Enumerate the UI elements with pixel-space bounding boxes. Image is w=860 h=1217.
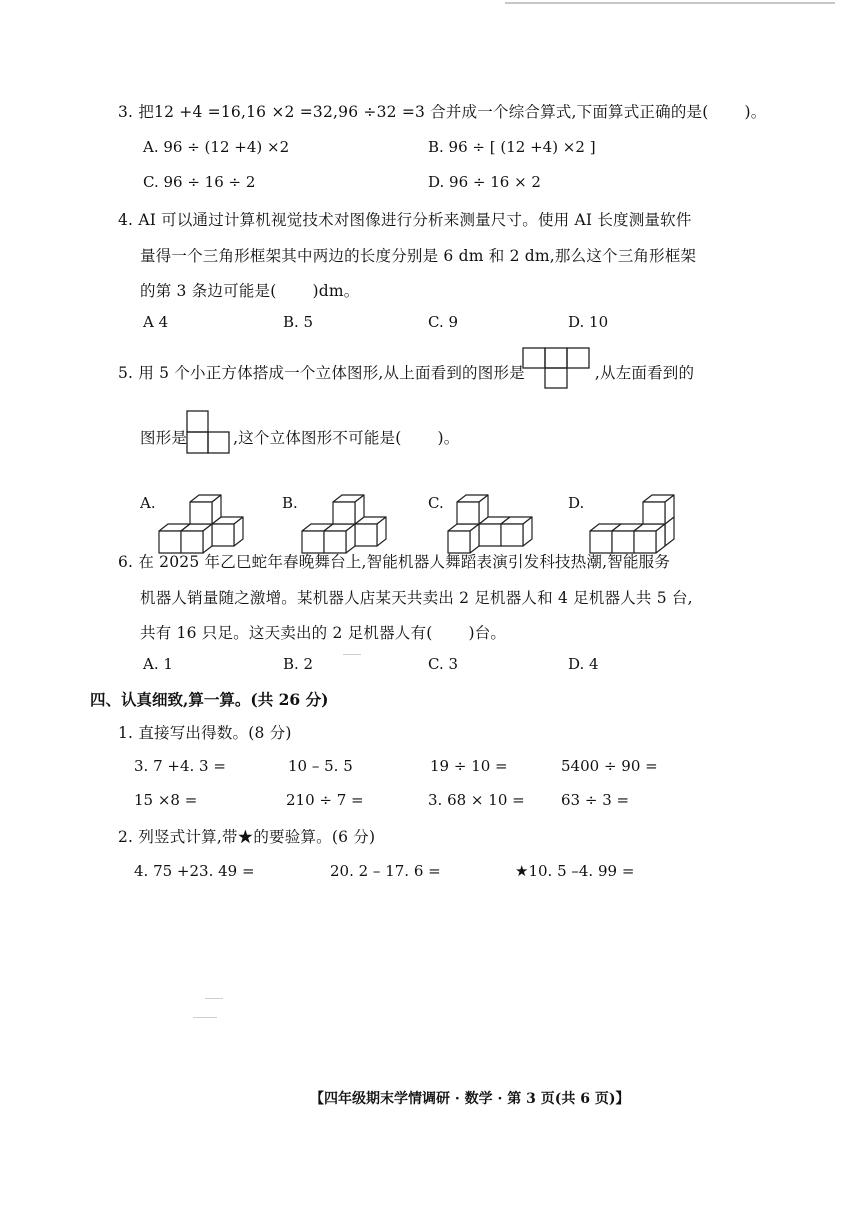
q4-line-3-text: 的第 3 条边可能是( bbox=[140, 282, 277, 300]
q4-option-c: C. 9 bbox=[428, 313, 459, 331]
vertical-calc-2: 20. 2 – 17. 6 = bbox=[330, 862, 441, 880]
q6-line-3-end: )台。 bbox=[468, 624, 507, 642]
q5-option-c-label: C. bbox=[428, 494, 444, 512]
vertical-calc-3: ★10. 5 –4. 99 = bbox=[515, 862, 635, 880]
q4-option-b: B. 5 bbox=[283, 313, 314, 331]
unit-cube bbox=[643, 495, 674, 524]
calc-item-2: 10 – 5. 5 bbox=[288, 757, 353, 775]
q4-option-d: D. 10 bbox=[568, 313, 609, 331]
q3-stem-text: 3. 把12 +4 =16,16 ×2 =32,96 ÷32 =3 合并成一个综合算式,下面算式正确的是( bbox=[118, 103, 709, 121]
option-a-figure bbox=[155, 466, 239, 534]
q4-line-3 bbox=[140, 279, 359, 301]
q6-option-b: B. 2 bbox=[283, 655, 314, 673]
q4-line-1: 4. AI 可以通过计算机视觉技术对图像进行分析来测量尺寸。使用 AI 长度测量软件 bbox=[118, 211, 692, 229]
q4-line-2: 量得一个三角形框架其中两边的长度分别是 6 dm 和 2 dm,那么这个三角形框架 bbox=[140, 247, 697, 265]
unit-cube bbox=[333, 495, 364, 524]
q5-line-1-text: 5. 用 5 个小正方体搭成一个立体图形,从上面看到的图形是 bbox=[118, 364, 525, 382]
calc-item-1: 3. 7 +4. 3 = bbox=[134, 757, 226, 775]
scan-smudge-3 bbox=[193, 1017, 217, 1018]
calc-item-6: 210 ÷ 7 = bbox=[286, 791, 364, 809]
q3-stem bbox=[118, 100, 766, 122]
unit-cube bbox=[212, 517, 243, 546]
page-footer: 【四年级期末学情调研 · 数学 · 第 3 页(共 6 页)】 bbox=[310, 1091, 630, 1107]
unit-cube bbox=[501, 517, 532, 546]
section-4-title: 四、认真细致,算一算。(共 26 分) bbox=[90, 690, 329, 709]
calc-item-4: 5400 ÷ 90 = bbox=[561, 757, 658, 775]
unit-cube bbox=[324, 524, 355, 553]
option-d-figure bbox=[586, 466, 670, 534]
top-view-figure bbox=[522, 347, 592, 391]
scan-edge-line bbox=[505, 2, 835, 4]
unit-cube bbox=[457, 495, 488, 524]
q6-option-d: D. 4 bbox=[568, 655, 599, 673]
scan-smudge-2 bbox=[205, 998, 223, 999]
option-c-figure bbox=[444, 466, 528, 534]
q4-option-a: A 4 bbox=[143, 313, 169, 331]
q6-option-a: A. 1 bbox=[143, 655, 173, 673]
q5-line-2-text: 图形是 bbox=[140, 429, 188, 447]
vertical-calc-1: 4. 75 +23. 49 = bbox=[134, 862, 255, 880]
calc-item-7: 3. 68 × 10 = bbox=[428, 791, 525, 809]
q3-option-a: A. 96 ÷ (12 +4) ×2 bbox=[143, 138, 290, 156]
q3-option-c: C. 96 ÷ 16 ÷ 2 bbox=[143, 173, 256, 191]
unit-cube bbox=[448, 524, 479, 553]
q6-line-1: 6. 在 2025 年乙巳蛇年春晚舞台上,智能机器人舞蹈表演引发科技热潮,智能服务 bbox=[118, 553, 671, 571]
q3-option-d: D. 96 ÷ 16 × 2 bbox=[428, 173, 541, 191]
q5-line-1 bbox=[118, 361, 694, 383]
option-b-figure bbox=[298, 466, 382, 534]
q5-option-a-label: A. bbox=[140, 494, 156, 512]
q5-line-2-mid: ,这个立体图形不可能是( bbox=[233, 429, 402, 447]
calc-item-3: 19 ÷ 10 = bbox=[430, 757, 508, 775]
q4-line-3-end: )dm。 bbox=[312, 282, 360, 300]
unit-cube bbox=[181, 524, 212, 553]
part-1-title: 1. 直接写出得数。(8 分) bbox=[118, 724, 292, 742]
scan-smudge bbox=[343, 654, 361, 655]
unit-cube bbox=[190, 495, 221, 524]
part-2-title: 2. 列竖式计算,带★的要验算。(6 分) bbox=[118, 828, 376, 846]
q5-option-d-label: D. bbox=[568, 494, 585, 512]
q3-option-b: B. 96 ÷ [ (12 +4) ×2 ] bbox=[428, 138, 596, 156]
q5-option-b-label: B. bbox=[282, 494, 298, 512]
unit-cube bbox=[634, 524, 665, 553]
q6-line-3-text: 共有 16 只足。这天卖出的 2 足机器人有( bbox=[140, 624, 433, 642]
calc-item-5: 15 ×8 = bbox=[134, 791, 198, 809]
q6-option-c: C. 3 bbox=[428, 655, 459, 673]
q6-line-3 bbox=[140, 621, 506, 643]
q6-line-2: 机器人销量随之激增。某机器人店某天共卖出 2 足机器人和 4 足机器人共 5 台, bbox=[140, 589, 693, 607]
calc-item-8: 63 ÷ 3 = bbox=[561, 791, 630, 809]
q5-line-2-end: )。 bbox=[437, 429, 460, 447]
q3-stem-end: )。 bbox=[744, 103, 767, 121]
q5-line-1-end: ,从左面看到的 bbox=[594, 364, 695, 382]
left-view-figure bbox=[186, 410, 232, 456]
unit-cube bbox=[355, 517, 386, 546]
